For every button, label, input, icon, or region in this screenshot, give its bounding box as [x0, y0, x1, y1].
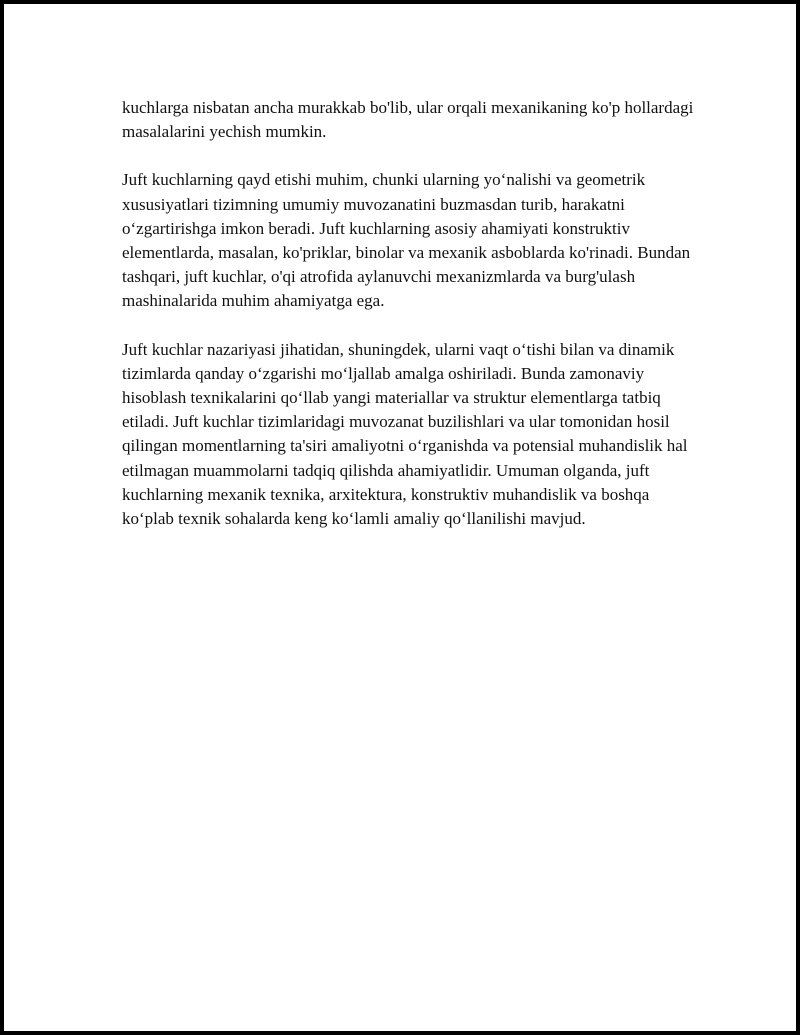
document-body — [122, 96, 697, 555]
paragraph-2: Juft kuchlarning qayd etishi muhim, chunki ularning yo‘nalishi va geometrik xususiyatlari tizimning umumiy muvozanatini buzmasdan turib, harakatni o‘zgartirishga imkon beradi. Juft kuchlarning asosiy ahamiyati konstruktiv elementlarda, masalan, ko'priklar, binolar va mexanik asboblarda ko'rinadi. Bundan tashqari, juft kuchlar, o'qi atrofida aylanuvchi mexanizmlarda va burg'ulash mashinalarida muhim ahamiyatga ega. — [122, 170, 691, 311]
paragraph-1: kuchlarga nisbatan ancha murakkab bo'lib, ular orqali mexanikaning ko'p hollardagi masalalarini yechish mumkin. — [122, 98, 694, 142]
paragraph-3: Juft kuchlar nazariyasi jihatidan, shuningdek, ularni vaqt o‘tishi bilan va dinamik tizimlarda qanday o‘zgarishi mo‘ljallab amalga oshiriladi. Bunda zamonaviy hisoblash texnikalarini qo‘llab yangi materiallar va struktur elementlarga tatbiq etiladi. Juft kuchlar tizimlaridagi muvozanat buzilishlari va ular tomonidan hosil qilingan momentlarning ta'siri amaliyotni o‘rganishda va potensial muhandislik hal etilmagan muammolarni tadqiq qilishda ahamiyatlidir. Umuman olganda, juft kuchlarning mexanik texnika, arxitektura, konstruktiv muhandislik va boshqa ko‘plab texnik sohalarda keng ko‘lamli amaliy qo‘llanilishi mavjud. — [122, 339, 688, 529]
